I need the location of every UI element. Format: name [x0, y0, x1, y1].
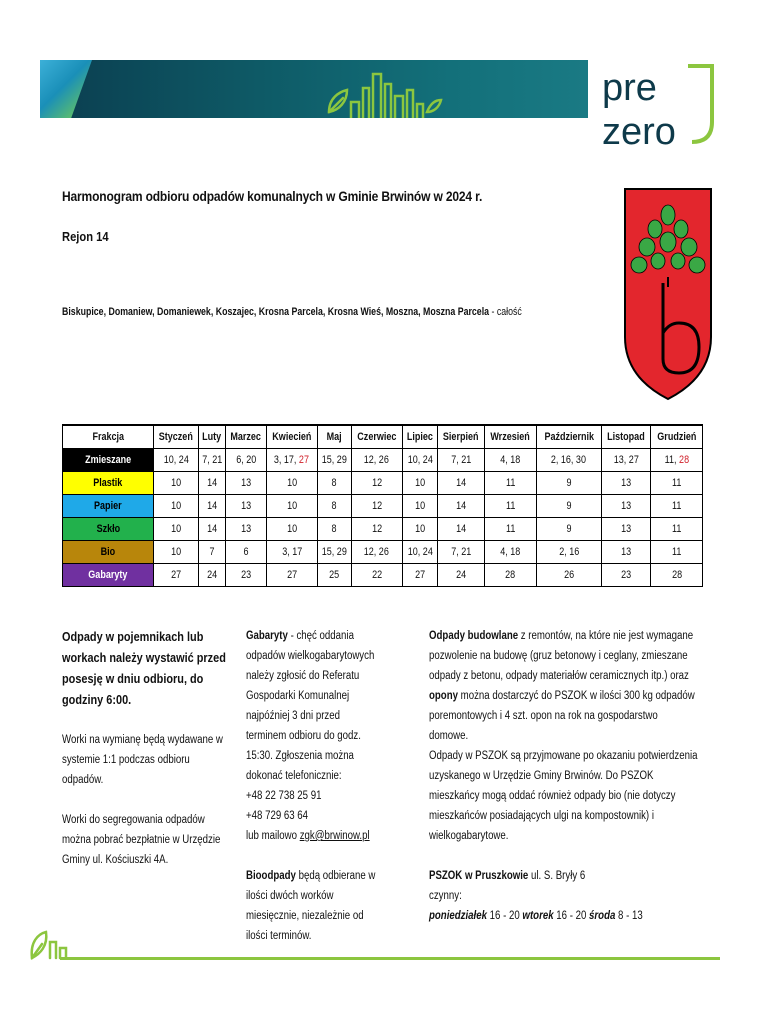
info-construction-waste: Odpady budowlane z remontów, na które nie jest wymagane pozwolenie na budowę (gruz betonowy i ceglany, zmieszane odpady z betonu, odpady materiałów ceramicznych itp.) oraz opony można dostarczyć do PSZOK w ilości 300 kg odpadów poremontowych i 4 szt. opon na rok na gospodarstwo domowe. Odpady w PSZOK są przyjmowane po okazaniu potwierdzenia uzyskanego w Urzędzie Gminy Brwinów. Do PSZOK mieszkańcy mogą oddać również odpady bio (nie dotyczy mieszkańców posiadających ulgi na kompostownik) i wielkogabarytowe.: [429, 630, 698, 842]
table-cell: 3, 17, 27: [266, 449, 318, 472]
table-cell: 10, 24: [403, 541, 438, 564]
table-cell: 14: [437, 518, 484, 541]
table-cell: 11, 28: [651, 449, 703, 472]
table-cell: 10: [154, 541, 199, 564]
fraction-label: Zmieszane: [63, 449, 154, 472]
table-cell: 10: [403, 472, 438, 495]
table-row: [63, 518, 703, 541]
table-cell: 11: [484, 472, 536, 495]
header-month: Październik: [536, 425, 601, 449]
table-cell: 6, 20: [226, 449, 267, 472]
header-month: Czerwiec: [351, 425, 403, 449]
table-cell: 8: [318, 472, 351, 495]
table-cell: 12, 26: [351, 541, 403, 564]
table-header-row: [63, 425, 703, 449]
table-cell: 14: [199, 472, 226, 495]
table-cell: 23: [601, 564, 651, 587]
table-cell: 24: [199, 564, 226, 587]
table-cell: 10: [403, 518, 438, 541]
table-cell: 9: [536, 472, 601, 495]
table-cell: 9: [536, 495, 601, 518]
table-cell: 8: [318, 518, 351, 541]
header-month: Listopad: [601, 425, 651, 449]
table-cell: 15, 29: [318, 449, 351, 472]
header-month: Grudzień: [651, 425, 703, 449]
info-pszok: PSZOK w Pruszkowie ul. S. Bryły 6 czynny: poniedziałek 16 - 20 wtorek 16 - 20 środa 8 - 13: [429, 870, 643, 922]
highlighted-date: 27: [299, 454, 310, 466]
table-cell: 13: [601, 495, 651, 518]
table-cell: 24: [437, 564, 484, 587]
schedule-table: [62, 424, 703, 587]
locations-line: [62, 306, 522, 318]
table-cell: 10: [154, 518, 199, 541]
table-cell: 11: [484, 518, 536, 541]
fraction-label: Plastik: [63, 472, 154, 495]
prezero-logo: [600, 60, 720, 150]
header-month: Sierpień: [437, 425, 484, 449]
table-cell: 7, 21: [437, 449, 484, 472]
info-bag-pickup: Worki do segregowania odpadów można pobrać bezpłatnie w Urzędzie Gminy ul. Kościuszki 4A.: [62, 814, 221, 866]
table-cell: 7, 21: [199, 449, 226, 472]
table-row: [63, 472, 703, 495]
table-cell: 15, 29: [318, 541, 351, 564]
header-month: Wrzesień: [484, 425, 536, 449]
banner-accent: [40, 60, 92, 118]
table-row: [63, 449, 703, 472]
fraction-label: Papier: [63, 495, 154, 518]
header-month: Lipiec: [403, 425, 438, 449]
table-row: [63, 541, 703, 564]
table-cell: 9: [536, 518, 601, 541]
page-title: Harmonogram odbioru odpadów komunalnych w Gminie Brwinów w 2024 r.: [62, 188, 483, 204]
table-cell: 3, 17: [266, 541, 318, 564]
table-cell: 14: [437, 495, 484, 518]
header-month: Marzec: [226, 425, 267, 449]
table-cell: 10, 24: [403, 449, 438, 472]
table-cell: 2, 16, 30: [536, 449, 601, 472]
info-bioodpady: Bioodpady będą odbierane w ilości dwóch worków miesięcznie, niezależnie od ilości terminów.: [246, 870, 376, 942]
table-row: [63, 495, 703, 518]
table-cell: 27: [154, 564, 199, 587]
footer-divider: [60, 957, 720, 960]
table-cell: 28: [484, 564, 536, 587]
table-cell: 10: [154, 472, 199, 495]
fraction-label: Szkło: [63, 518, 154, 541]
table-cell: 10: [266, 495, 318, 518]
logo-text-zero: zero: [602, 111, 676, 150]
info-bag-exchange: Worki na wymianę będą wydawane w systemie 1:1 podczas odbioru odpadów.: [62, 734, 223, 786]
table-cell: 13: [226, 495, 267, 518]
header-month: Styczeń: [154, 425, 199, 449]
table-cell: 13: [601, 518, 651, 541]
table-cell: 22: [351, 564, 403, 587]
table-cell: 13, 27: [601, 449, 651, 472]
info-put-out-time: Odpady w pojemnikach lub workach należy wystawić przed posesję w dniu odbioru, do godziny 6:00.: [62, 629, 226, 707]
table-cell: 8: [318, 495, 351, 518]
header-frakcja: Frakcja: [63, 425, 154, 449]
region-label: Rejon 14: [62, 229, 109, 244]
locations-suffix: - całość: [489, 306, 522, 318]
table-cell: 27: [266, 564, 318, 587]
table-cell: 11: [651, 472, 703, 495]
fraction-label: Gabaryty: [63, 564, 154, 587]
table-cell: 10: [266, 472, 318, 495]
highlighted-date: 28: [678, 454, 689, 466]
phone-2: +48 729 63 64: [246, 810, 309, 822]
table-cell: 12: [351, 495, 403, 518]
table-cell: 26: [536, 564, 601, 587]
info-column-2: [246, 626, 436, 946]
logo-text-pre: pre: [602, 67, 657, 109]
table-cell: 10: [154, 495, 199, 518]
footer-leaf-city-icon: [28, 918, 72, 960]
header-month: Kwiecień: [266, 425, 318, 449]
table-row: [63, 564, 703, 587]
table-cell: 11: [651, 495, 703, 518]
table-cell: 10: [266, 518, 318, 541]
table-cell: 25: [318, 564, 351, 587]
table-cell: 11: [651, 518, 703, 541]
info-column-3: [429, 626, 749, 926]
table-cell: 4, 18: [484, 541, 536, 564]
email-link[interactable]: zgk@brwinow.pl: [299, 830, 370, 842]
locations-names: Biskupice, Domaniew, Domaniewek, Koszajec, Krosna Parcela, Krosna Wieś, Moszna, Moszna Parcela: [62, 306, 490, 318]
table-cell: 13: [601, 472, 651, 495]
fraction-label: Bio: [63, 541, 154, 564]
table-cell: 28: [651, 564, 703, 587]
table-cell: 7: [199, 541, 226, 564]
table-cell: 23: [226, 564, 267, 587]
info-gabaryty: Gabaryty - chęć oddania odpadów wielkogabarytowych należy zgłosić do Referatu Gospodarki Komunalnej najpóźniej 3 dni przed terminem odbioru do godz. 15:30. Zgłoszenia można dokonać telefonicznie: +48 22 738 25 91 +48 729 63 64 lub mailowo zgk@brwinow.pl: [246, 630, 375, 842]
skyline-leaf-icon: [325, 68, 445, 118]
table-cell: 11: [484, 495, 536, 518]
table-cell: 6: [226, 541, 267, 564]
table-cell: 2, 16: [536, 541, 601, 564]
header-month: Maj: [318, 425, 351, 449]
table-cell: 27: [403, 564, 438, 587]
table-cell: 10: [403, 495, 438, 518]
table-cell: 14: [199, 518, 226, 541]
table-cell: 12: [351, 472, 403, 495]
info-column-1: [62, 626, 262, 890]
table-cell: 12: [351, 518, 403, 541]
header-banner: [40, 60, 588, 118]
table-cell: 12, 26: [351, 449, 403, 472]
table-cell: 7, 21: [437, 541, 484, 564]
table-cell: 13: [226, 518, 267, 541]
table-cell: 13: [601, 541, 651, 564]
table-cell: 13: [226, 472, 267, 495]
table-cell: 14: [437, 472, 484, 495]
table-cell: 14: [199, 495, 226, 518]
phone-1: +48 22 738 25 91: [246, 790, 322, 802]
table-cell: 4, 18: [484, 449, 536, 472]
brwinow-coat-of-arms: [623, 187, 713, 401]
header-month: Luty: [199, 425, 226, 449]
table-cell: 11: [651, 541, 703, 564]
table-cell: 10, 24: [154, 449, 199, 472]
